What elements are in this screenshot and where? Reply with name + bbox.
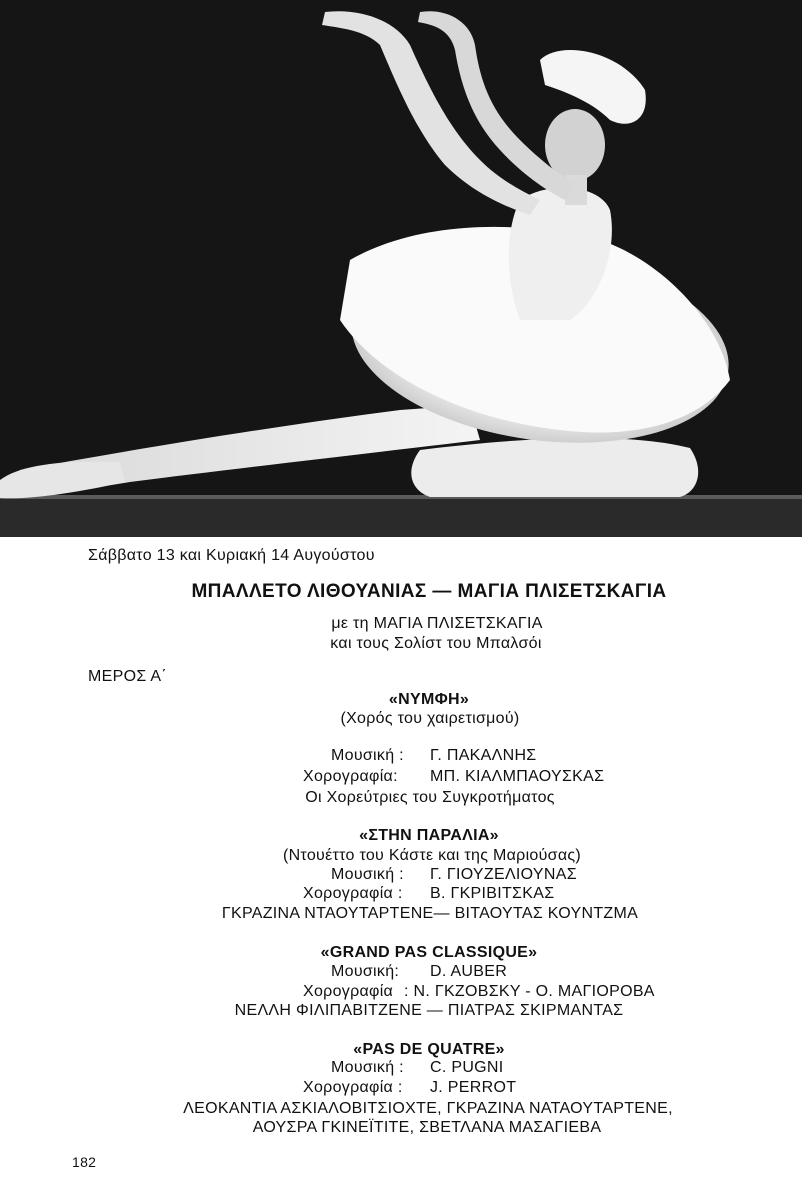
date-line: Σάββατο 13 και Κυριακή 14 Αυγούστου (88, 547, 375, 564)
part-label: ΜΕΡΟΣ Α΄ (88, 668, 167, 685)
choreographer: : Ν. ΓΚΖΟΒΣΚΥ - Ο. ΜΑΓΙΟΡΟΒΑ (404, 983, 655, 1000)
choreography-label: Χορογραφία : (303, 1079, 403, 1096)
music-composer: Γ. ΓΙΟΥΖΕΛΙΟΥΝΑΣ (430, 866, 577, 883)
choreographer: ΜΠ. ΚΙΑΛΜΠΑΟΥΣΚΑΣ (430, 768, 605, 785)
dancers-line: ΓΚΡΑΖΙΝΑ ΝΤΑΟΥΤΑΡΤΕΝΕ— ΒΙΤΑΟΥΤΑΣ ΚΟΥΝΤΖΜΑ (221, 905, 639, 922)
piece-subtitle: (Ντουέττο του Κάστε και της Μαριούσας) (282, 847, 582, 864)
dancers-line: ΝΕΛΛΗ ΦΙΛΙΠΑΒΙΤΖΕΝΕ — ΠΙΑΤΡΑΣ ΣΚΙΡΜΑΝΤΑΣ (234, 1002, 624, 1019)
dancers-line: ΛΕΟΚΑΝΤΙΑ ΑΣΚΙΑΛΟΒΙΤΣΙΟΧΤΕ, ΓΚΡΑΖΙΝΑ ΝΑΤΑΟΥΤΑΡΤΕΝΕ, (183, 1100, 673, 1117)
piece-title: «GRAND PAS CLASSIQUE» (320, 944, 538, 961)
music-label: Μουσική : (331, 747, 404, 764)
ballerina-photo (0, 0, 802, 537)
dancers-line: ΑΟΥΣΡΑ ΓΚΙΝΕΪΤΙΤΕ, ΣΒΕΤΛΑΝΑ ΜΑΣΑΓΙΕΒΑ (252, 1119, 602, 1136)
choreography-label: Χορογραφία : (303, 885, 403, 902)
music-label: Μουσική: (331, 963, 400, 980)
page-title: ΜΠΑΛΛΕΤΟ ΛΙΘΟΥΑΝΙΑΣ — ΜΑΓΙΑ ΠΛΙΣΕΤΣΚΑΓΙΑ (191, 581, 667, 602)
music-composer: D. AUBER (430, 963, 508, 980)
choreographer: Β. ΓΚΡΙΒΙΤΣΚΑΣ (430, 885, 555, 902)
subtitle-line-1: με τη ΜΑΓΙΑ ΠΛΙΣΕΤΣΚΑΓΙΑ (331, 615, 543, 632)
music-composer: Γ. ΠΑΚΑΛΝΗΣ (430, 747, 537, 764)
piece-title: «ΣΤΗΝ ΠΑΡΑΛΙΑ» (359, 827, 499, 844)
dancers-line: Οι Χορεύτριες του Συγκροτήματος (305, 789, 555, 806)
piece-title: «ΝΥΜΦΗ» (388, 691, 470, 708)
choreography-label: Χορογραφία: (303, 768, 398, 785)
piece-subtitle: (Χορός του χαιρετισμού) (340, 710, 520, 727)
choreography-label: Χορογραφία (303, 983, 394, 1000)
piece-title: «PAS DE QUATRE» (353, 1041, 505, 1058)
ballerina-photo-icon (0, 0, 802, 537)
music-label: Μουσική : (331, 1059, 404, 1076)
subtitle-line-2: και τους Σολίστ του Μπαλσόι (330, 635, 542, 652)
page-number: 182 (72, 1154, 97, 1170)
music-composer: C. PUGNI (430, 1059, 504, 1076)
choreographer: J. PERROT (430, 1079, 517, 1096)
music-label: Μουσική : (331, 866, 404, 883)
